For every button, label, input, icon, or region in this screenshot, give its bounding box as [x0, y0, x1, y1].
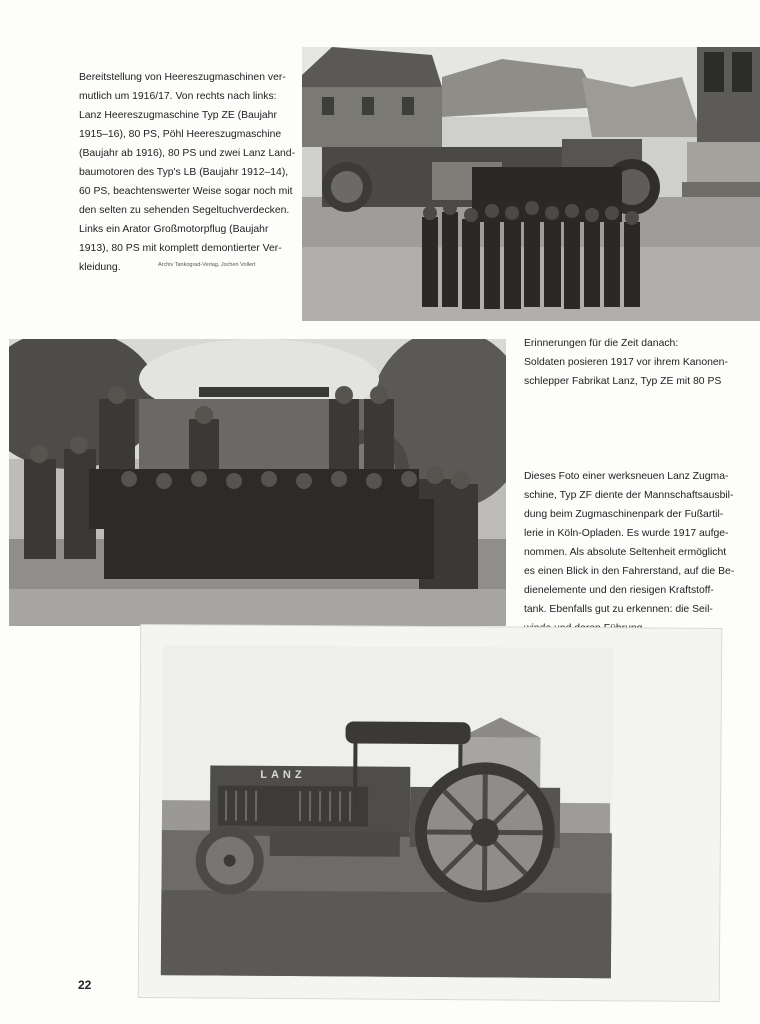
photo-tractor-lineup-image: [302, 47, 760, 321]
caption-middle: Erinnerungen für die Zeit danach: Soldaten posieren 1917 vor ihrem Kanonen- schlepper Fabrikat Lanz, Typ ZE mit 80 PS: [524, 338, 728, 387]
photo-soldiers-group: [9, 339, 506, 626]
tractor-brand-text: LANZ: [260, 768, 306, 782]
photo-tractor-lineup: [302, 47, 760, 321]
photo-lanz-tractor: [139, 625, 722, 1001]
photo-credit: Archiv Tankograd-Verlag, Jochen Vollert: [158, 262, 256, 268]
photo-soldiers-group-image: [9, 339, 506, 626]
caption-bottom: Dieses Foto einer werksneuen Lanz Zugma- schine, Typ ZF diente der Mannschaftsausbil- dung beim Zugmaschinenpark der Fußartil- lerie in Köln-Opladen. Es wurde 1917 aufge- nommen. Als absolute Seltenheit ermöglicht es einen Blick in den Fahrerstand, auf die Be- dienelemente und den riesigen Kraftstoff- tank. Ebenfalls gut zu erkennen: die Seil-: [524, 471, 735, 615]
page-number: 22: [78, 978, 92, 992]
photo-lanz-tractor-image: [139, 625, 722, 1001]
caption-top: Bereitstellung von Heereszugmaschinen ver- mutlich um 1916/17. Von rechts nach links: Lanz Heereszugmaschine Typ ZE (Baujahr 1915–16), 80 PS, Pöhl Heereszugmaschine (Baujahr ab 1916), 80 PS und zwei Lanz Land- baumotoren des Typ's LB (Baujahr 1912–14), 60 PS, beachtenswerter Weise sogar noch mit den selten zu sehenden Segeltuchverdecken. Links ein Arator Großmotorpflug (Baujahr 1913), 80 PS mit komplett demontierter Ver- kleidung.: [79, 72, 296, 273]
